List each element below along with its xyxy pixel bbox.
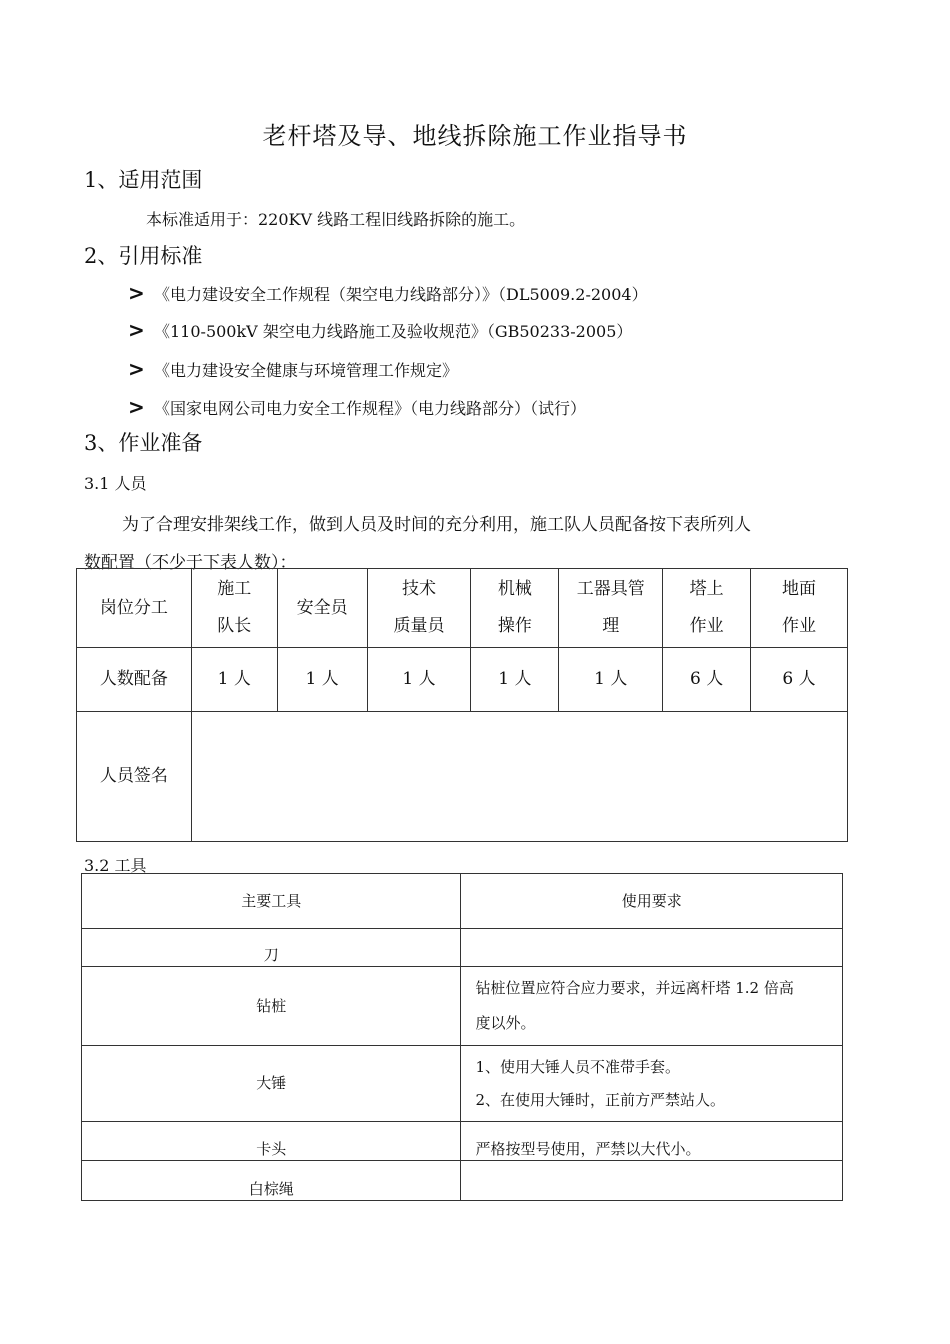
count-cell: 1 人 [191, 648, 277, 712]
reference-item [128, 357, 458, 381]
tool-requirement: 钻桩位置应符合应力要求，并远离杆塔 1.2 倍高 度以外。 [461, 967, 843, 1046]
counts-row [77, 648, 848, 712]
position-cell: 施工 队长 [191, 569, 277, 648]
header-requirement: 使用要求 [461, 874, 843, 929]
row-label: 人数配备 [77, 648, 192, 712]
reference-item [128, 318, 632, 342]
staffing-paragraph: 为了合理安排架线工作，做到人员及时间的充分利用，施工队人员配备按下表所列人 [122, 515, 751, 535]
tool-requirement [461, 929, 843, 967]
count-cell: 6 人 [663, 648, 751, 712]
subsection-3-2: 3.2 工具 [84, 856, 147, 875]
tools-table [81, 873, 843, 1201]
position-cell: 塔上 作业 [663, 569, 751, 648]
table-row [82, 929, 843, 967]
table-row [82, 1122, 843, 1161]
count-cell: 1 人 [471, 648, 559, 712]
position-cell: 工器具管 理 [559, 569, 663, 648]
section-2-heading: 2、引用标准 [84, 244, 203, 268]
tool-name: 大锤 [82, 1046, 461, 1122]
header-tool: 主要工具 [82, 874, 461, 929]
count-cell: 1 人 [367, 648, 471, 712]
tool-requirement: 严格按型号使用，严禁以大代小。 [461, 1122, 843, 1161]
arrow-icon: > [128, 281, 145, 305]
count-cell: 1 人 [277, 648, 367, 712]
subsection-3-1: 3.1 人员 [84, 474, 147, 493]
count-cell: 6 人 [751, 648, 848, 712]
signature-field[interactable] [191, 712, 847, 842]
staffing-table [76, 568, 848, 842]
position-cell: 安全员 [277, 569, 367, 648]
arrow-icon: > [128, 395, 145, 419]
row-label: 岗位分工 [77, 569, 192, 648]
tool-requirement [461, 1161, 843, 1201]
reference-text: 《110-500kV 架空电力线路施工及验收规范》（GB50233-2005） [154, 322, 633, 341]
page-title: 老杆塔及导、地线拆除施工作业指导书 [262, 122, 688, 150]
tool-name: 卡头 [82, 1122, 461, 1161]
reference-text: 《电力建设安全健康与环境管理工作规定》 [154, 361, 459, 380]
row-label: 人员签名 [77, 712, 192, 842]
tool-name: 刀 [82, 929, 461, 967]
signature-row [77, 712, 848, 842]
section-1-text: 本标准适用于：220KV 线路工程旧线路拆除的施工。 [146, 210, 526, 229]
position-cell: 地面 作业 [751, 569, 848, 648]
tool-name: 白棕绳 [82, 1161, 461, 1201]
position-cell: 技术 质量员 [367, 569, 471, 648]
tool-name: 钻桩 [82, 967, 461, 1046]
reference-text: 《国家电网公司电力安全工作规程》（电力线路部分）（试行） [154, 399, 587, 418]
staffing-paragraph-cont: 数配置（不少于下表人数）： [84, 553, 297, 573]
table-row [82, 1046, 843, 1122]
reference-item [128, 281, 648, 305]
positions-row [77, 569, 848, 648]
reference-item [128, 395, 586, 419]
table-row [82, 967, 843, 1046]
table-row [82, 1161, 843, 1201]
arrow-icon: > [128, 357, 145, 381]
position-cell: 机械 操作 [471, 569, 559, 648]
reference-text: 《电力建设安全工作规程（架空电力线路部分）》（DL5009.2-2004） [154, 285, 648, 304]
section-3-heading: 3、作业准备 [84, 431, 203, 455]
tool-requirement: 1、使用大锤人员不准带手套。 2、在使用大锤时，正前方严禁站人。 [461, 1046, 843, 1122]
count-cell: 1 人 [559, 648, 663, 712]
section-1-heading: 1、适用范围 [84, 168, 203, 192]
tools-header-row [82, 874, 843, 929]
arrow-icon: > [128, 318, 145, 342]
